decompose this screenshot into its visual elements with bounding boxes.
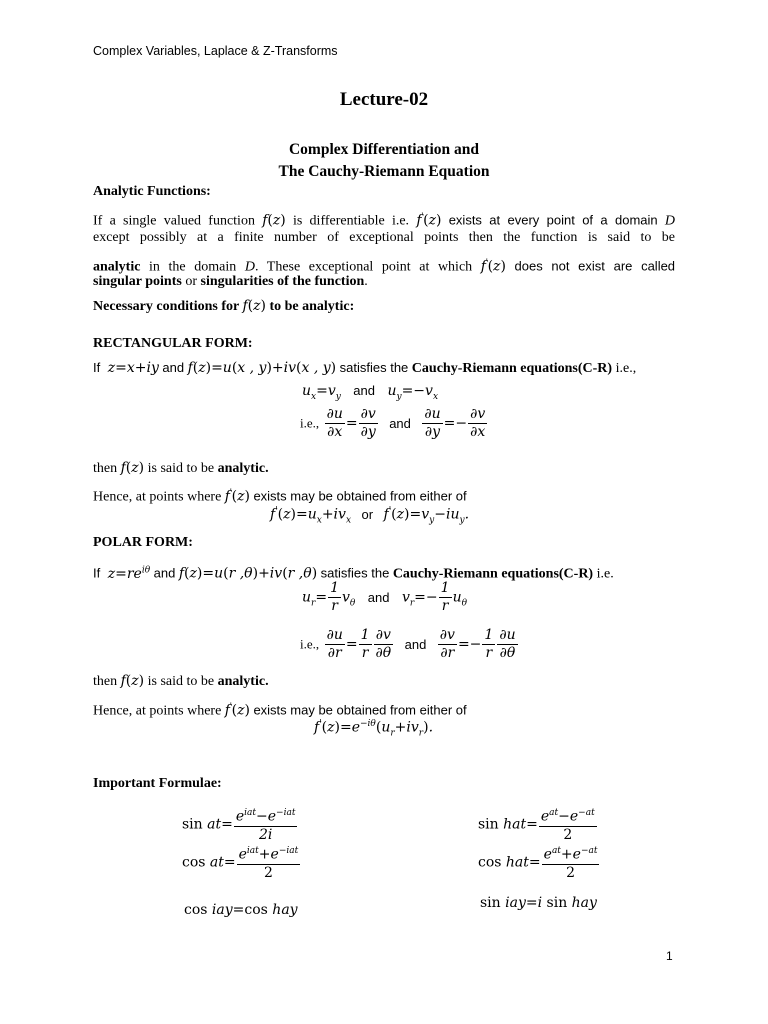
analytic-line-1: If a single valued function f(z) is differentiable i.e. f'(z) exists at every point of a domain D: [93, 211, 676, 229]
rect-derivative-formula: $f'(z)=u_x+iv_x$ or $f'(z)=v_y-iu_y$.: [270, 506, 470, 526]
formula-cosh-at: cos hat= $\frac{e^{at}+e^{-at}}{2}$: [478, 843, 600, 882]
analytic-heading: Analytic Functions:: [93, 184, 211, 199]
section-title-line2: The Cauchy-Riemann Equation: [278, 163, 490, 180]
necessary-conditions: Necessary conditions for f(z) to be analytic:: [93, 298, 355, 314]
rectangular-heading: RECTANGULAR FORM:: [93, 336, 253, 351]
polar-derivative-formula: $f'(z)=e^{-i\theta}(u_r+iv_r)$.: [314, 719, 434, 739]
analytic-line-4: singular points or singularities of the function.: [93, 274, 368, 289]
formula-cos-at: cos at= $\frac{e^{iat}+e^{-iat}}{2}$: [182, 843, 301, 882]
polar-if-line: If $z=re^{i\theta}$ and f(z)=u(r ,θ)+iv(r ,θ) satisfies the Cauchy-Riemann equations(C-R) i.e.: [93, 565, 614, 582]
cr-rect-equation-1: $u_x=v_y$ and $u_y=-v_x$: [302, 383, 439, 402]
formulae-heading: Important Formulae:: [93, 776, 222, 791]
analytic-line-2: except possibly at a finite number of exceptional points then the function is said to be: [93, 230, 675, 245]
cr-polar-equation-2: i.e., $\frac{\partial u}{\partial r}$ = $\frac{1}{r}$ $\frac{\partial v}{\partial\theta}$ and $\frac{\partial v}{\partial r}$ =− $\frac{1}{r}$ $\frac{\partial u}{\partial\theta}$: [300, 627, 516, 661]
analytic-line-3: analytic in the domain D. These exceptional point at which f'(z) does not exist are called: [93, 257, 676, 275]
polar-heading: POLAR FORM:: [93, 535, 193, 550]
section-title-line1: Complex Differentiation and: [288, 141, 479, 158]
cr-rect-equation-2: i.e., $\frac{\partial u}{\partial x}$ = $\frac{\partial v}{\partial y}$ and $\frac{\partial u}{\partial y}$ =− $\frac{\partial v}{\partial x}$: [300, 406, 486, 440]
formula-cos-iay: cos iay=cos hay: [184, 902, 298, 918]
polar-then-line: then f(z) is said to be analytic.: [93, 673, 269, 689]
rectangular-if-line: If z=x+iy and f(z)=u(x , y)+iv(x , y) satisfies the Cauchy-Riemann equations(C-R) i.e.,: [93, 360, 637, 376]
lecture-title: Lecture-02: [339, 89, 429, 110]
formula-sin-at: sin at= $\frac{e^{iat}-e^{-iat}}{2i}$: [182, 805, 298, 844]
polar-hence-line: Hence, at points where f'(z) exists may be obtained from either of: [93, 701, 467, 719]
rect-then-line: then f(z) is said to be analytic.: [93, 460, 269, 476]
rect-hence-line: Hence, at points where f'(z) exists may be obtained from either of: [93, 487, 467, 505]
formula-sin-iay: sin iay=i sin hay: [480, 895, 597, 911]
running-header: Complex Variables, Laplace & Z-Transforms: [93, 44, 338, 58]
formula-sinh-at: sin hat= $\frac{e^{at}-e^{-at}}{2}$: [478, 805, 598, 844]
cr-polar-equation-1: $u_r=$ $\frac{1}{r}$ $v_\theta$ and $v_r=-$ $\frac{1}{r}$ $u_\theta$: [302, 580, 468, 614]
page-number: 1: [666, 949, 673, 963]
